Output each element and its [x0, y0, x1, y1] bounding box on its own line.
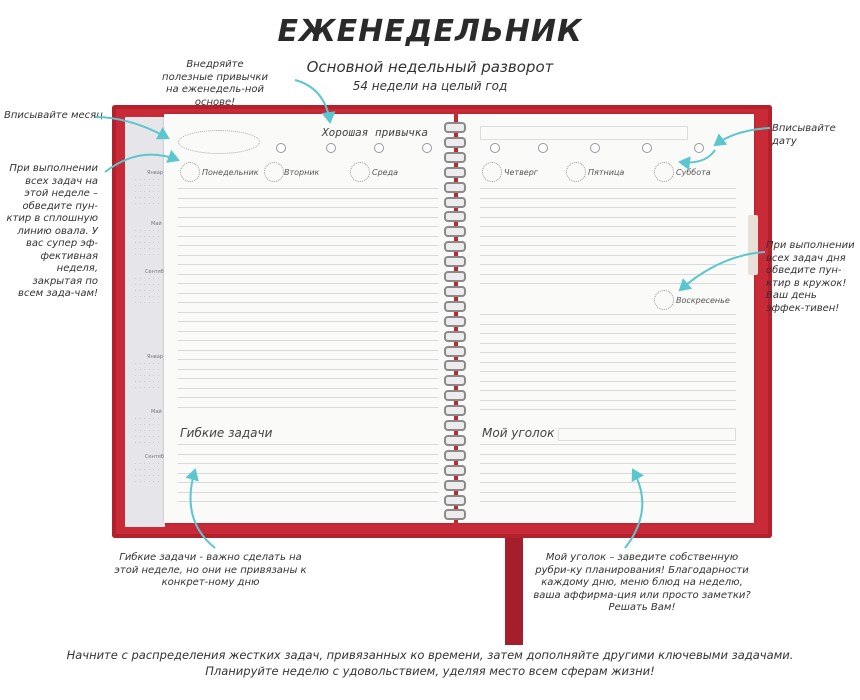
- arrow-date: [715, 128, 770, 145]
- my-corner-label: Мой уголок: [482, 426, 555, 440]
- calendar-month: Январ: [147, 170, 163, 176]
- day-label: Среда: [372, 168, 399, 177]
- note-habit: Внедряйте полезные привычки на еженедель-ной основе!: [162, 59, 268, 108]
- calendar-grid: · · · · · · · · · · · · · · · · · · · · · · · · · · · · · ·: [135, 177, 160, 206]
- day-label: Пятница: [588, 168, 625, 177]
- page-title: ЕЖЕНЕДЕЛЬНИК: [277, 14, 583, 49]
- note-month: Вписывайте месяц: [4, 110, 103, 121]
- arrow-week-oval: [105, 155, 178, 172]
- subtitle: Основной недельный разворот: [306, 58, 554, 76]
- subtitle-weeks: 54 недели на целый год: [352, 79, 508, 93]
- note-day-circle: При выполнении всех задач дня обведите пун-ктир в кружок! Ваш день эффек-тивен!: [766, 240, 855, 314]
- day-label: Четверг: [504, 168, 538, 177]
- note-flexible: Гибкие задачи - важно сделать на этой неделе, но они не привязаны к конкрет-ному дню: [114, 552, 307, 588]
- calendar-grid: · · · · · · · · · · · · · · · · · · · · · · · ·: [135, 461, 160, 484]
- calendar-grid: · · · · · · · · · · · · · · · · · · · · · · · · · · · · · ·: [135, 416, 160, 445]
- arrow-date-2: [680, 150, 715, 163]
- calendar-month: Январ: [147, 354, 163, 360]
- arrow-day-circle: [680, 252, 765, 290]
- note-week-oval: При выполнении всех задач на этой неделе – обведите пун-ктир в сплошную линию овала. У вас супер эф-фективная неделя, закрытая по всем зада-чам!: [6, 163, 98, 299]
- calendar-month: Сентяб: [145, 454, 164, 460]
- calendar-grid: · · · · · · · · · · · · · · · · · · · · · · · · · · · · · ·: [135, 228, 160, 257]
- footer-line-1: Начните с распределения жестких задач, привязанных ко времени, затем дополняйте другими ключевыми задачами.: [66, 648, 794, 662]
- calendar-month: Май: [151, 409, 162, 415]
- calendar-month: Май: [151, 221, 162, 227]
- note-date: Вписывайте дату: [772, 123, 836, 147]
- arrow-flexible: [191, 470, 216, 548]
- day-label: Воскресенье: [676, 296, 730, 305]
- calendar-month: Сентяб: [145, 269, 164, 275]
- arrow-habit: [295, 80, 330, 122]
- good-habit-label: Хорошая привычка: [322, 126, 428, 139]
- day-label: Понедельник: [202, 168, 259, 177]
- calendar-grid: · · · · · · · · · · · · · · · · · · · · · · · · · · · · · ·: [135, 276, 160, 305]
- day-label: Вторник: [284, 168, 320, 177]
- note-corner: Мой уголок – заведите собственную рубри-ку планирования! Благодарности каждому дню, меню блюд на неделю, ваша аффирма-ция или просто заметки? Решать Вам!: [533, 552, 751, 613]
- day-label: Суббота: [676, 168, 711, 177]
- arrow-corner: [625, 470, 642, 548]
- arrow-month: [95, 117, 168, 138]
- footer-line-2: Планируйте неделю с удовольствием, уделяя место всем сферам жизни!: [205, 664, 655, 678]
- flexible-tasks-label: Гибкие задачи: [180, 426, 273, 440]
- calendar-grid: · · · · · · · · · · · · · · · · · · · · · · · · · · · · · ·: [135, 361, 160, 390]
